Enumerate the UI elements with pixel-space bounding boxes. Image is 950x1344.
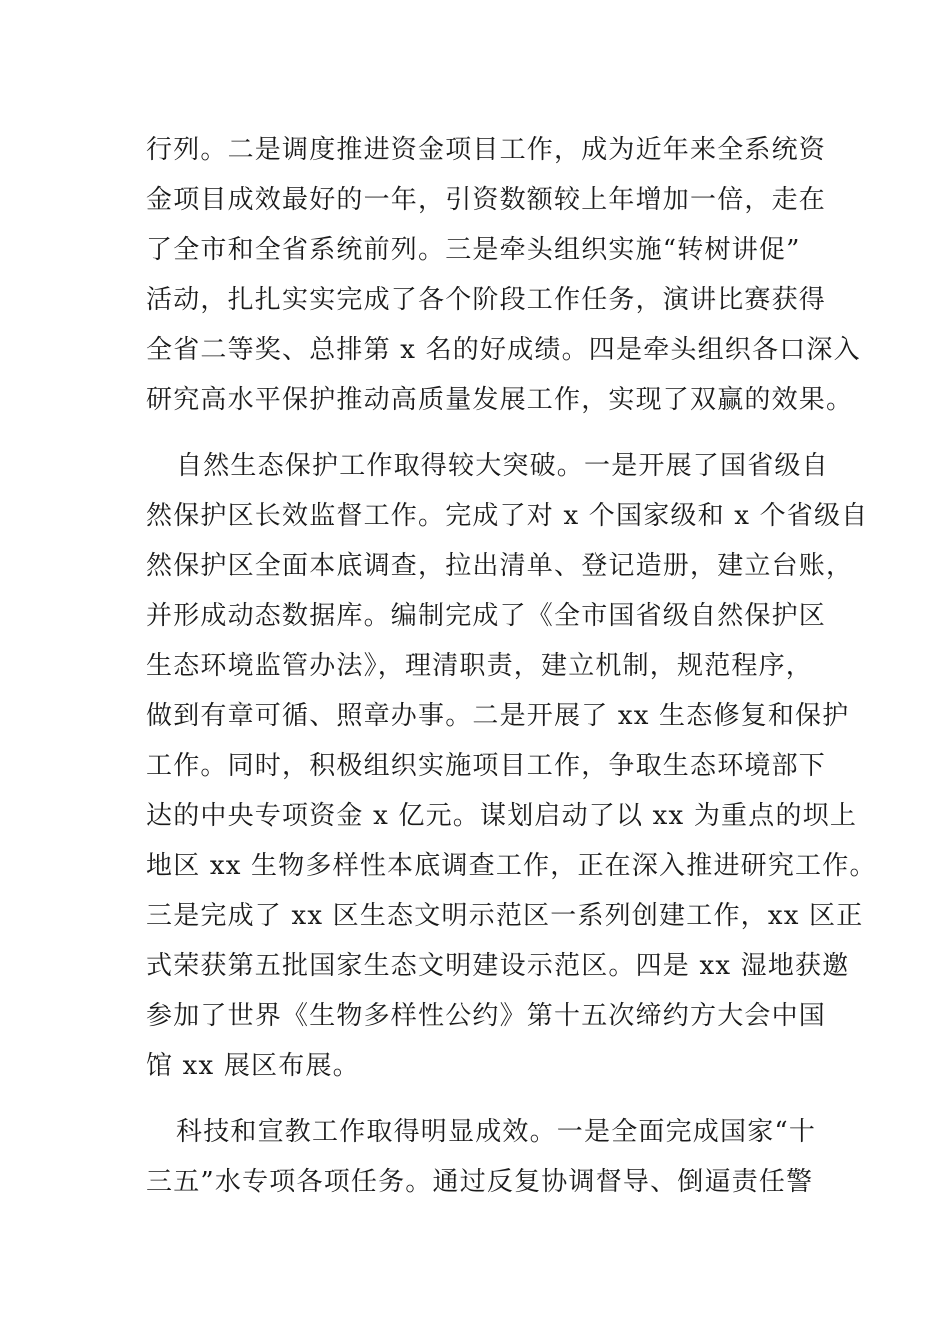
text-line: 然保护区长效监督工作。完成了对 x 个国家级和 x 个省级自 [146,501,869,531]
text-line: 然保护区全面本底调查，拉出清单、登记造册，建立台账， [146,551,854,581]
text-line: 达的中央专项资金 x 亿元。谋划启动了以 xx 为重点的坝上 [146,801,858,831]
text-line: 并形成动态数据库。编制完成了《全市国省级自然保护区 [146,601,827,631]
paragraph-first-line: 自然生态保护工作取得较大突破。一是开展了国省级自 [176,451,829,481]
text-line: 工作。同时，积极组织实施项目工作，争取生态环境部下 [146,751,827,781]
paragraph-first-line: 科技和宣教工作取得明显成效。一是全面完成国家“十 [176,1117,817,1147]
text-line: 做到有章可循、照章办事。二是开展了 xx 生态修复和保护 [146,701,850,731]
text-line: 行列。二是调度推进资金项目工作，成为近年来全系统资 [146,135,827,165]
text-line: 生态环境监管办法》，理清职责，建立机制，规范程序， [146,651,814,681]
text-line: 地区 xx 生物多样性本底调查工作，正在深入推进研究工作。 [146,851,877,881]
text-line: 了全市和全省系统前列。三是牵头组织实施“转树讲促” [146,235,801,265]
text-line: 三是完成了 xx 区生态文明示范区一系列创建工作，xx 区正 [146,901,864,931]
text-line: 馆 xx 展区布展。 [146,1051,360,1081]
text-line: 三五”水专项各项任务。通过反复协调督导、倒逼责任警 [146,1167,814,1197]
text-line: 金项目成效最好的一年，引资数额较上年增加一倍，走在 [146,185,827,215]
text-line: 全省二等奖、总排第 x 名的好成绩。四是牵头组织各口深入 [146,335,861,365]
text-line: 研究高水平保护推动高质量发展工作，实现了双赢的效果。 [146,385,854,415]
text-line: 式荣获第五批国家生态文明建设示范区。四是 xx 湿地获邀 [146,951,850,981]
text-line: 活动，扎扎实实完成了各个阶段工作任务，演讲比赛获得 [146,285,827,315]
text-line: 参加了世界《生物多样性公约》第十五次缔约方大会中国 [146,1001,827,1031]
